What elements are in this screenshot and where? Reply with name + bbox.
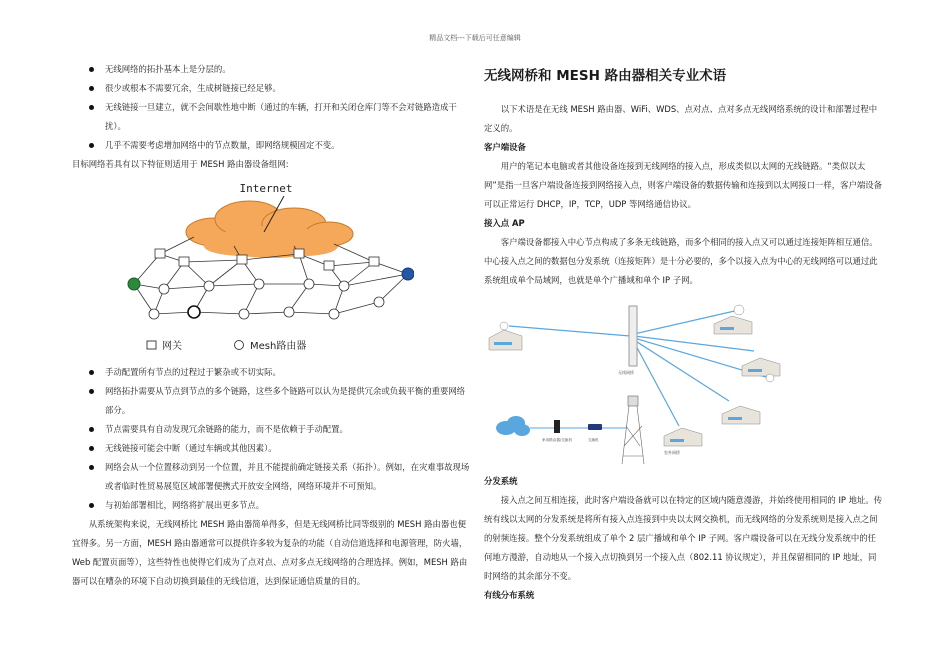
page-title: 无线网桥和 MESH 路由器相关专业术语 [484, 68, 727, 84]
internet-label: Internet [239, 182, 293, 195]
left-column [72, 60, 472, 591]
distribution-heading: 分发系统 [484, 476, 518, 486]
lattice-tower-icon [622, 396, 644, 464]
gateway-legend-icon [147, 341, 156, 349]
switch-icon [588, 424, 602, 430]
router-legend-icon [235, 341, 244, 350]
internet-cloud-icon [186, 201, 353, 258]
list-item: 手动配置所有节点的过程过于繁杂或不切实际。 [72, 363, 472, 382]
remote-bridge-label: 室外网桥 [664, 450, 680, 455]
client-heading: 客户端设备 [484, 142, 526, 152]
right-column [484, 66, 884, 605]
lan-cloud-icon [496, 416, 530, 436]
green-node-icon [128, 278, 140, 290]
list-item: 无线链接一旦建立，就不会间歇性地中断（通过的车辆，打开和关闭仓库门等不会对链路造成干扰）。 [72, 98, 472, 136]
base-station-icon [629, 306, 637, 366]
mesh-intro-text: 目标网络若具有以下特征则适用于 MESH 路由器设备组网: [72, 159, 289, 169]
list-item: 很少或根本不需要冗余，生成树链接已经足够。 [72, 79, 472, 98]
ap-paragraph: 客户端设备都接入中心节点构成了多条无线链路，而多个相同的接入点又可以通过连接矩阵相互通信。中心接入点之间的数据包分发系统（连接矩阵）是十分必要的，多个以接入点为中心的无线网络可以通过此系统组成单个局域网，也就是单个广播域和单个 IP 子网。 [484, 237, 878, 285]
list-item: 网络拓扑需要从节点到节点的多个链路，这些多个链路可以认为是提供冗余或负载平衡的重要网络部分。 [72, 382, 472, 420]
router-label: 家用路由器/交换机 [542, 438, 572, 442]
distribution-paragraph: 接入点之间互相连接，此时客户端设备就可以在特定的区域内随意漫游，并始终使用相同的 IP 地址。传统有线以太网的分发系统是将所有接入点连接到中央以太网交换机，而无线网络的分发系统则是接入点之间的射频连接。整个分发系统组成了单个 2 层广播域和单个 IP 子网。客户端设备可以在无线分发系统中的任何地方漫游，自动地从一个接入点切换到另一个接入点（802.11 协议规定），并且保留相同的 IP 地址，同时网络的其余部分不变。 [484, 495, 883, 581]
list-item: 无线网络的拓扑基本上是分层的。 [72, 60, 472, 79]
ap-heading: 接入点 AP [484, 218, 525, 228]
list-item: 无线链接可能会中断（通过车辆或其他因素）。 [72, 439, 472, 458]
terms-intro: 以下术语是在无线 MESH 路由器、WiFi、WDS、点对点、点对多点无线网络系统的设计和部署过程中定义的。 [484, 104, 878, 133]
list-item: 几乎不需要考虑增加网络中的节点数量，即网络规模固定不变。 [72, 136, 472, 155]
list-item: 节点需要具有自动发现冗余链路的能力，而不是依赖于手动配置。 [72, 420, 472, 439]
switch-label: 交换机 [588, 438, 599, 442]
list-item: 与初始部署相比，网络将扩展出更多节点。 [72, 496, 472, 515]
router-box-icon [554, 420, 560, 433]
client-paragraph: 用户的笔记本电脑或者其他设备连接到无线网络的接入点，形成类似以太网的无线链路。“类似以太网”是指一旦客户端设备连接到网络接入点，则客户端设备的数据传输和连接到以太网接口一样，客户端设备可以正常运行 DHCP，IP，TCP，UDP 等网络通信协议。 [484, 161, 882, 209]
conclusion-paragraph: 从系统架构来说，无线网桥比 MESH 路由器简单得多，但是无线网桥比同等级别的 MESH 路由器也便宜得多。另一方面，MESH 路由器通常可以提供许多较为复杂的功能（自动信道选择和电源管理，防火墙，Web 配置页面等），这些特性也使得它们成为了点对点、点对多点无线网络的合理选择。例如，MESH 路由器可以在嘈杂的环境下自动切换到最佳的无线信道，达到保证通信质量的目的。 [72, 519, 468, 586]
tower-label: 无线网桥 [618, 370, 634, 375]
feature-list-top [72, 60, 472, 155]
legend-gateway-label: 网关 [162, 341, 182, 352]
legend-router-label: Mesh路由器 [250, 341, 307, 352]
page-watermark: 精品文档---下载后可任意编辑 [429, 34, 521, 42]
bridge-topology-figure [484, 296, 784, 466]
list-item: 网络会从一个位置移动到另一个位置，并且不能提前确定链接关系（拓扑）。例如，在灾难事故现场或者临时性贸易展览区域部署便携式开放安全网络，网络环境并不可预知。 [72, 458, 472, 496]
wired-distribution-heading: 有线分布系统 [484, 590, 535, 600]
blue-node-icon [402, 268, 414, 280]
feature-list-bottom [72, 363, 472, 515]
mesh-network-diagram [124, 174, 414, 354]
